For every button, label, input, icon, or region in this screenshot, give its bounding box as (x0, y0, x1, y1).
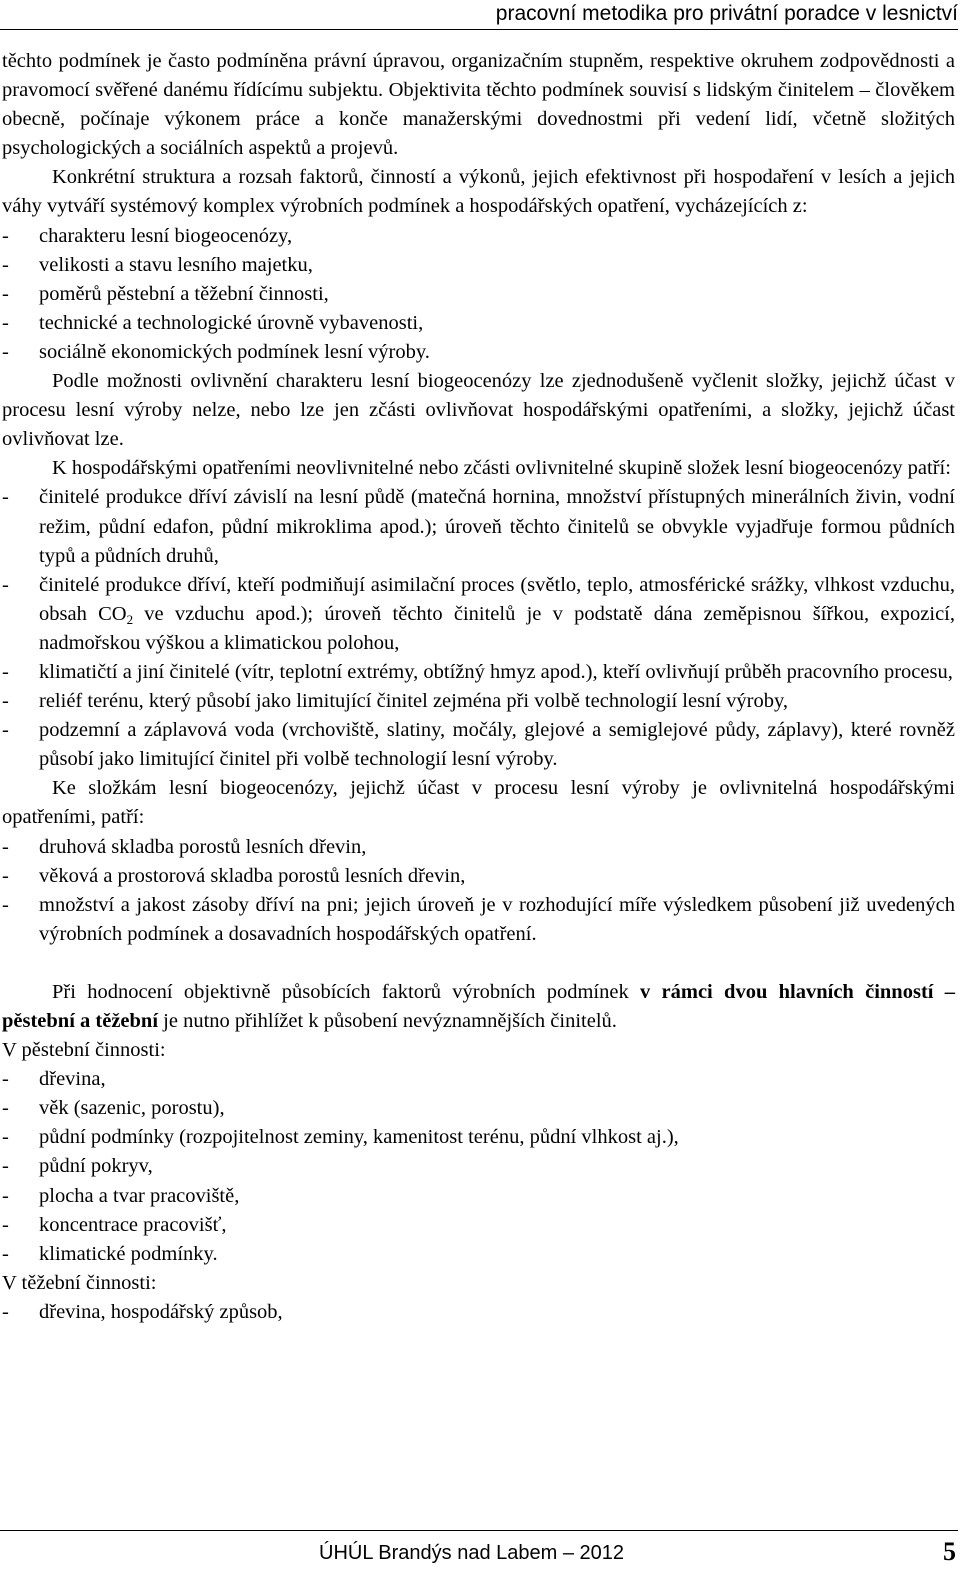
list-silviculture (2, 1065, 955, 1269)
paragraph-text: Při hodnocení objektivně působících faktorů výrobních podmínek (52, 980, 640, 1003)
spacer (2, 949, 955, 978)
list-item-text: činitelé produkce dříví, kteří podmiňují asimilační proces (světlo, teplo, atmosférické srážky, vlhkost vzduchu, obsah CO (39, 573, 955, 625)
heading-harvesting: V těžební činnosti: (2, 1271, 157, 1294)
list-harvesting (2, 1298, 955, 1327)
bold-emphasis: v rámci dvou hlavních činností – pěstební a těžební (2, 980, 956, 1032)
list-item: - charakteru lesní biogeocenózy, (2, 222, 955, 251)
list-uninfluenceable-factors (2, 483, 955, 774)
list-influenceable-factors (2, 833, 955, 949)
heading-silviculture: V pěstební činnosti: (2, 1039, 166, 1062)
paragraph-influenceable: Ke složkám lesní biogeocenózy, jejichž účast v procesu lesní výroby je ovlivnitelná hospodářskými opatřeními, patří: (2, 777, 955, 829)
list-item: - činitelé produkce dříví závislí na lesní půdě (matečná hornina, množství přístupných minerálních živin, vodní režim, půdní edafon, půdní mikroklima apod.); úroveň těchto činitelů se obvykle vyjadřuje formou půdních typů a půdních druhů, (2, 483, 955, 570)
list-item (2, 571, 955, 658)
list-item: - dřevina, hospodářský způsob, (2, 1298, 955, 1327)
list-item: - sociálně ekonomických podmínek lesní výroby. (2, 338, 955, 367)
paragraph-evaluation (2, 978, 955, 1036)
list-item: - velikosti a stavu lesního majetku, (2, 251, 955, 280)
list-item: - půdní podmínky (rozpojitelnost zeminy, kamenitost terénu, půdní vlhkost aj.), (2, 1123, 955, 1152)
list-item: - podzemní a záplavová voda (vrchoviště, slatiny, močály, glejové a semiglejové půdy, záplavy), které rovněž působí jako limitující činitel při volbě technologií lesní výroby. (2, 716, 955, 774)
list-item: - plocha a tvar pracoviště, (2, 1182, 955, 1211)
page-body (2, 47, 955, 1327)
list-item: - poměrů pěstební a těžební činnosti, (2, 280, 955, 309)
list-item: - věková a prostorová skladba porostů lesních dřevin, (2, 862, 955, 891)
list-item: - množství a jakost zásoby dříví na pni; jejich úroveň je v rozhodující míře výsledkem působení již uvedených výrobních podmínek a dosavadních hospodářských opatření. (2, 891, 955, 949)
list-item-text: ve vzduchu apod.); úroveň těchto činitelů je v podstatě dána zeměpisnou šířkou, expozicí, nadmořskou výškou a klimatickou polohou, (39, 602, 955, 654)
paragraph-structure: Konkrétní struktura a rozsah faktorů, činností a výkonů, jejich efektivnost při hospodaření v lesích a jejich váhy vytváří systémový komplex výrobních podmínek a hospodářských opatření, vycházejících z: (2, 166, 955, 218)
page-number: 5 (943, 1537, 956, 1566)
paragraph-uninfluenceable: K hospodářskými opatřeními neovlivnitelné nebo zčásti ovlivnitelné skupině složek lesní biogeocenózy patří: (52, 457, 951, 480)
paragraph-text: je nutno přihlížet k působení nevýznamnějších činitelů. (158, 1010, 617, 1032)
list-item: - reliéf terénu, který působí jako limitující činitel zejména při volbě technologií lesní výroby, (2, 687, 955, 716)
subscript: 2 (126, 611, 134, 627)
footer-rule (0, 1530, 958, 1531)
list-item: - klimatičtí a jiní činitelé (vítr, teplotní extrémy, obtížný hmyz apod.), kteří ovlivňují průběh pracovního procesu, (2, 658, 955, 687)
running-header: pracovní metodika pro privátní poradce v lesnictví (495, 2, 958, 25)
list-item: - druhová skladba porostů lesních dřevin, (2, 833, 955, 862)
footer-publisher: ÚHÚL Brandýs nad Labem – 2012 (319, 1542, 624, 1564)
paragraph-continuation: těchto podmínek je často podmíněna právní úpravou, organizačním stupněm, respektive okruhem zodpovědnosti a pravomocí svěřené danému řídícímu subjektu. Objektivita těchto podmínek souvisí s lidským činitelem – člověkem obecně, počínaje výkonem práce a konče manažerskými dovednostmi při vedení lidí, včetně složitých psychologických a sociálních aspektů a projevů. (2, 50, 955, 160)
list-item: - dřevina, (2, 1065, 955, 1094)
paragraph-components: Podle možnosti ovlivnění charakteru lesní biogeocenózy lze zjednodušeně vyčlenit složky, jejichž účast v procesu lesní výroby nelze, nebo lze jen zčásti ovlivňovat hospodářskými opatřeními, a složky, jejichž účast ovlivňovat lze. (2, 370, 955, 451)
list-item: - půdní pokryv, (2, 1152, 955, 1181)
list-item: - technické a technologické úrovně vybavenosti, (2, 309, 955, 338)
list-item: - klimatické podmínky. (2, 1240, 955, 1269)
list-item: - koncentrace pracovišť, (2, 1211, 955, 1240)
list-conditions (2, 222, 955, 367)
header-rule (0, 29, 958, 30)
list-item: - věk (sazenic, porostu), (2, 1094, 955, 1123)
